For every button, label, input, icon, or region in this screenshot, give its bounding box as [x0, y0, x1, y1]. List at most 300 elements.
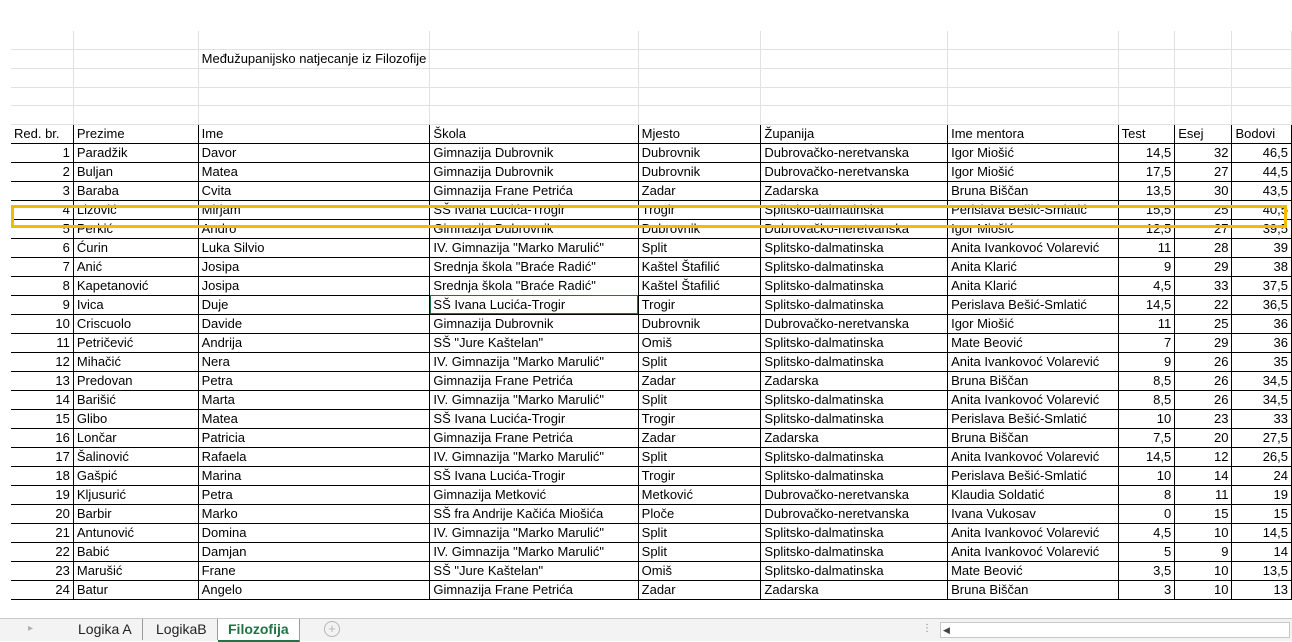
cell-škola[interactable]: SŠ "Jure Kaštelan" [430, 333, 638, 352]
cell-ime[interactable]: Marko [198, 504, 430, 523]
column-header[interactable]: Bodovi [1232, 124, 1292, 143]
empty-cell[interactable] [948, 50, 1119, 69]
cell-mjesto[interactable]: Split [638, 542, 761, 561]
cell-test[interactable]: 11 [1118, 238, 1175, 257]
empty-cell[interactable] [638, 50, 761, 69]
cell-ime-mentora[interactable]: Anita Ivankovoć Volarević [948, 238, 1119, 257]
empty-cell[interactable] [638, 87, 761, 106]
add-sheet-icon[interactable]: + [324, 621, 340, 637]
cell-mjesto[interactable]: Split [638, 238, 761, 257]
cell-test[interactable]: 7,5 [1118, 428, 1175, 447]
scroll-left-arrow-icon[interactable]: ◀ [943, 625, 950, 635]
cell-bodovi[interactable]: 46,5 [1232, 143, 1292, 162]
cell-esej[interactable]: 27 [1175, 219, 1232, 238]
cell-županija[interactable]: Splitsko-dalmatinska [761, 257, 948, 276]
empty-cell[interactable] [948, 31, 1119, 50]
cell-ime-mentora[interactable]: Bruna Biščan [948, 580, 1119, 599]
cell-red-br[interactable]: 18 [11, 466, 73, 485]
cell-test[interactable]: 0 [1118, 504, 1175, 523]
cell-mjesto[interactable]: Trogir [638, 200, 761, 219]
cell-bodovi[interactable]: 26,5 [1232, 447, 1292, 466]
empty-cell[interactable] [11, 69, 73, 88]
cell-škola[interactable]: SŠ Ivana Lucića-Trogir [430, 466, 638, 485]
cell-ime[interactable]: Rafaela [198, 447, 430, 466]
cell-županija[interactable]: Splitsko-dalmatinska [761, 447, 948, 466]
cell-škola[interactable]: SŠ fra Andrije Kačića Miošića [430, 504, 638, 523]
cell-ime-mentora[interactable]: Anita Ivankovoć Volarević [948, 542, 1119, 561]
cell-bodovi[interactable]: 24 [1232, 466, 1292, 485]
empty-cell[interactable] [198, 69, 430, 88]
cell-test[interactable]: 3 [1118, 580, 1175, 599]
cell-test[interactable]: 10 [1118, 409, 1175, 428]
empty-cell[interactable] [1118, 69, 1175, 88]
cell-ime-mentora[interactable]: Anita Ivankovoć Volarević [948, 390, 1119, 409]
cell-škola[interactable]: Gimnazija Dubrovnik [430, 314, 638, 333]
selected-cell[interactable]: SŠ Ivana Lucića-Trogir [430, 295, 638, 314]
cell-ime-mentora[interactable]: Igor Miošić [948, 314, 1119, 333]
empty-cell[interactable] [11, 106, 73, 125]
cell-prezime[interactable]: Šalinović [73, 447, 198, 466]
cell-red-br[interactable]: 9 [11, 295, 73, 314]
cell-prezime[interactable]: Antunović [73, 523, 198, 542]
empty-cell[interactable] [430, 87, 638, 106]
cell-prezime[interactable]: Kljusurić [73, 485, 198, 504]
cell-ime[interactable]: Andrija [198, 333, 430, 352]
cell-županija[interactable]: Zadarska [761, 371, 948, 390]
cell-mjesto[interactable]: Split [638, 352, 761, 371]
cell-ime[interactable]: Josipa [198, 276, 430, 295]
cell-test[interactable]: 9 [1118, 352, 1175, 371]
cell-bodovi[interactable]: 36,5 [1232, 295, 1292, 314]
empty-cell[interactable] [430, 31, 638, 50]
cell-red-br[interactable]: 17 [11, 447, 73, 466]
cell-ime-mentora[interactable]: Perislava Bešić-Smlatić [948, 466, 1119, 485]
cell-županija[interactable]: Splitsko-dalmatinska [761, 561, 948, 580]
cell-red-br[interactable]: 23 [11, 561, 73, 580]
cell-prezime[interactable]: Babić [73, 542, 198, 561]
cell-mjesto[interactable]: Trogir [638, 295, 761, 314]
cell-ime[interactable]: Andro [198, 219, 430, 238]
cell-bodovi[interactable]: 43,5 [1232, 181, 1292, 200]
cell-škola[interactable]: IV. Gimnazija "Marko Marulić" [430, 352, 638, 371]
cell-ime-mentora[interactable]: Anita Ivankovoć Volarević [948, 523, 1119, 542]
cell-esej[interactable]: 33 [1175, 276, 1232, 295]
cell-test[interactable]: 12,5 [1118, 219, 1175, 238]
cell-red-br[interactable]: 13 [11, 371, 73, 390]
cell-prezime[interactable]: Criscuolo [73, 314, 198, 333]
empty-cell[interactable] [948, 106, 1119, 125]
cell-škola[interactable]: SŠ Ivana Lucića-Trogir [430, 200, 638, 219]
empty-cell[interactable] [1118, 87, 1175, 106]
cell-bodovi[interactable]: 36 [1232, 333, 1292, 352]
cell-red-br[interactable]: 4 [11, 200, 73, 219]
cell-ime[interactable]: Cvita [198, 181, 430, 200]
cell-prezime[interactable]: Glibo [73, 409, 198, 428]
column-header[interactable]: Red. br. [11, 124, 73, 143]
cell-test[interactable]: 13,5 [1118, 181, 1175, 200]
cell-prezime[interactable]: Paradžik [73, 143, 198, 162]
cell-test[interactable]: 4,5 [1118, 276, 1175, 295]
tab-logika-a[interactable]: Logika A [68, 619, 143, 640]
cell-županija[interactable]: Splitsko-dalmatinska [761, 200, 948, 219]
cell-županija[interactable]: Splitsko-dalmatinska [761, 409, 948, 428]
cell-test[interactable]: 7 [1118, 333, 1175, 352]
cell-škola[interactable]: Gimnazija Dubrovnik [430, 162, 638, 181]
cell-test[interactable]: 8,5 [1118, 371, 1175, 390]
cell-ime-mentora[interactable]: Ivana Vukosav [948, 504, 1119, 523]
cell-esej[interactable]: 11 [1175, 485, 1232, 504]
empty-cell[interactable] [1175, 69, 1232, 88]
cell-test[interactable]: 8,5 [1118, 390, 1175, 409]
empty-cell[interactable] [73, 106, 198, 125]
cell-prezime[interactable]: Barišić [73, 390, 198, 409]
cell-županija[interactable]: Dubrovačko-neretvanska [761, 143, 948, 162]
cell-bodovi[interactable]: 34,5 [1232, 390, 1292, 409]
empty-cell[interactable] [1175, 87, 1232, 106]
cell-red-br[interactable]: 21 [11, 523, 73, 542]
cell-mjesto[interactable]: Zadar [638, 181, 761, 200]
cell-županija[interactable]: Splitsko-dalmatinska [761, 238, 948, 257]
empty-cell[interactable] [761, 31, 948, 50]
cell-škola[interactable]: IV. Gimnazija "Marko Marulić" [430, 542, 638, 561]
cell-prezime[interactable]: Petričević [73, 333, 198, 352]
cell-test[interactable]: 10 [1118, 466, 1175, 485]
cell-test[interactable]: 17,5 [1118, 162, 1175, 181]
scrollbar-grip-icon[interactable]: ⋮ [922, 623, 932, 634]
sheet-title[interactable]: Međužupanijsko natjecanje iz Filozofije [198, 50, 430, 69]
column-header[interactable]: Mjesto [638, 124, 761, 143]
cell-ime[interactable]: Davor [198, 143, 430, 162]
cell-esej[interactable]: 20 [1175, 428, 1232, 447]
cell-ime[interactable]: Matea [198, 162, 430, 181]
cell-bodovi[interactable]: 44,5 [1232, 162, 1292, 181]
cell-ime[interactable]: Mirjam [198, 200, 430, 219]
cell-ime[interactable]: Damjan [198, 542, 430, 561]
empty-cell[interactable] [430, 69, 638, 88]
empty-cell[interactable] [1232, 69, 1292, 88]
cell-županija[interactable]: Dubrovačko-neretvanska [761, 504, 948, 523]
cell-škola[interactable]: IV. Gimnazija "Marko Marulić" [430, 238, 638, 257]
cell-škola[interactable]: Gimnazija Dubrovnik [430, 143, 638, 162]
cell-test[interactable]: 4,5 [1118, 523, 1175, 542]
empty-cell[interactable] [638, 31, 761, 50]
cell-red-br[interactable]: 11 [11, 333, 73, 352]
cell-red-br[interactable]: 12 [11, 352, 73, 371]
column-header[interactable]: Ime mentora [948, 124, 1119, 143]
empty-cell[interactable] [73, 87, 198, 106]
cell-esej[interactable]: 14 [1175, 466, 1232, 485]
cell-prezime[interactable]: Gašpić [73, 466, 198, 485]
empty-cell[interactable] [638, 69, 761, 88]
cell-mjesto[interactable]: Dubrovnik [638, 143, 761, 162]
cell-mjesto[interactable]: Zadar [638, 428, 761, 447]
cell-esej[interactable]: 29 [1175, 333, 1232, 352]
cell-red-br[interactable]: 14 [11, 390, 73, 409]
cell-esej[interactable]: 27 [1175, 162, 1232, 181]
cell-prezime[interactable]: Buljan [73, 162, 198, 181]
cell-županija[interactable]: Dubrovačko-neretvanska [761, 485, 948, 504]
cell-bodovi[interactable]: 37,5 [1232, 276, 1292, 295]
empty-cell[interactable] [430, 50, 638, 69]
tab-logikab[interactable]: LogikaB [146, 619, 218, 640]
empty-cell[interactable] [11, 31, 73, 50]
cell-ime-mentora[interactable]: Anita Ivankovoć Volarević [948, 352, 1119, 371]
cell-red-br[interactable]: 22 [11, 542, 73, 561]
column-header[interactable]: Škola [430, 124, 638, 143]
cell-škola[interactable]: Srednja škola "Braće Radić" [430, 276, 638, 295]
empty-cell[interactable] [638, 106, 761, 125]
cell-bodovi[interactable]: 19 [1232, 485, 1292, 504]
cell-ime-mentora[interactable]: Bruna Biščan [948, 181, 1119, 200]
cell-škola[interactable]: SŠ Ivana Lucića-Trogir [430, 409, 638, 428]
cell-ime[interactable]: Patricia [198, 428, 430, 447]
cell-ime-mentora[interactable]: Mate Beović [948, 561, 1119, 580]
cell-red-br[interactable]: 1 [11, 143, 73, 162]
cell-bodovi[interactable]: 34,5 [1232, 371, 1292, 390]
cell-mjesto[interactable]: Zadar [638, 371, 761, 390]
cell-ime[interactable]: Marta [198, 390, 430, 409]
cell-esej[interactable]: 26 [1175, 371, 1232, 390]
cell-škola[interactable]: IV. Gimnazija "Marko Marulić" [430, 390, 638, 409]
cell-škola[interactable]: Gimnazija Frane Petrića [430, 181, 638, 200]
cell-esej[interactable]: 30 [1175, 181, 1232, 200]
cell-mjesto[interactable]: Omiš [638, 333, 761, 352]
cell-prezime[interactable]: Perkić [73, 219, 198, 238]
cell-red-br[interactable]: 16 [11, 428, 73, 447]
cell-ime[interactable]: Nera [198, 352, 430, 371]
cell-bodovi[interactable]: 14 [1232, 542, 1292, 561]
cell-test[interactable]: 14,5 [1118, 295, 1175, 314]
empty-cell[interactable] [1232, 106, 1292, 125]
cell-mjesto[interactable]: Split [638, 447, 761, 466]
cell-bodovi[interactable]: 40,5 [1232, 200, 1292, 219]
cell-prezime[interactable]: Lizović [73, 200, 198, 219]
cell-škola[interactable]: Srednja škola "Braće Radić" [430, 257, 638, 276]
cell-red-br[interactable]: 8 [11, 276, 73, 295]
cell-test[interactable]: 3,5 [1118, 561, 1175, 580]
cell-ime-mentora[interactable]: Igor Miošić [948, 143, 1119, 162]
cell-prezime[interactable]: Ćurin [73, 238, 198, 257]
cell-esej[interactable]: 29 [1175, 257, 1232, 276]
cell-test[interactable]: 14,5 [1118, 143, 1175, 162]
cell-esej[interactable]: 23 [1175, 409, 1232, 428]
cell-škola[interactable]: Gimnazija Frane Petrića [430, 371, 638, 390]
cell-mjesto[interactable]: Kaštel Štafilić [638, 276, 761, 295]
empty-cell[interactable] [948, 69, 1119, 88]
cell-test[interactable]: 15,5 [1118, 200, 1175, 219]
sheet-scroll-left-icon[interactable]: ▸ [28, 623, 34, 634]
cell-prezime[interactable]: Anić [73, 257, 198, 276]
cell-prezime[interactable]: Ivica [73, 295, 198, 314]
cell-ime[interactable]: Petra [198, 485, 430, 504]
cell-škola[interactable]: SŠ "Jure Kaštelan" [430, 561, 638, 580]
cell-esej[interactable]: 28 [1175, 238, 1232, 257]
empty-cell[interactable] [11, 50, 73, 69]
cell-ime[interactable]: Domina [198, 523, 430, 542]
cell-bodovi[interactable]: 13,5 [1232, 561, 1292, 580]
cell-županija[interactable]: Splitsko-dalmatinska [761, 542, 948, 561]
cell-ime[interactable]: Frane [198, 561, 430, 580]
cell-škola[interactable]: IV. Gimnazija "Marko Marulić" [430, 523, 638, 542]
cell-bodovi[interactable]: 15 [1232, 504, 1292, 523]
cell-bodovi[interactable]: 33 [1232, 409, 1292, 428]
empty-cell[interactable] [198, 31, 430, 50]
cell-županija[interactable]: Splitsko-dalmatinska [761, 390, 948, 409]
cell-prezime[interactable]: Lončar [73, 428, 198, 447]
empty-cell[interactable] [198, 87, 430, 106]
column-header[interactable]: Županija [761, 124, 948, 143]
cell-esej[interactable]: 15 [1175, 504, 1232, 523]
cell-mjesto[interactable]: Dubrovnik [638, 314, 761, 333]
empty-cell[interactable] [1118, 50, 1175, 69]
cell-red-br[interactable]: 15 [11, 409, 73, 428]
cell-esej[interactable]: 22 [1175, 295, 1232, 314]
empty-cell[interactable] [1232, 50, 1292, 69]
cell-esej[interactable]: 9 [1175, 542, 1232, 561]
cell-bodovi[interactable]: 27,5 [1232, 428, 1292, 447]
cell-esej[interactable]: 10 [1175, 561, 1232, 580]
cell-test[interactable]: 5 [1118, 542, 1175, 561]
cell-test[interactable]: 8 [1118, 485, 1175, 504]
cell-ime[interactable]: Marina [198, 466, 430, 485]
cell-ime-mentora[interactable]: Igor Miošić [948, 162, 1119, 181]
empty-cell[interactable] [11, 87, 73, 106]
cell-bodovi[interactable]: 39,5 [1232, 219, 1292, 238]
cell-ime-mentora[interactable]: Bruna Biščan [948, 428, 1119, 447]
cell-mjesto[interactable]: Zadar [638, 580, 761, 599]
empty-cell[interactable] [1175, 50, 1232, 69]
cell-mjesto[interactable]: Trogir [638, 409, 761, 428]
empty-cell[interactable] [1118, 31, 1175, 50]
cell-ime-mentora[interactable]: Klaudia Soldatić [948, 485, 1119, 504]
cell-red-br[interactable]: 24 [11, 580, 73, 599]
cell-škola[interactable]: Gimnazija Metković [430, 485, 638, 504]
cell-županija[interactable]: Dubrovačko-neretvanska [761, 314, 948, 333]
cell-ime-mentora[interactable]: Anita Klarić [948, 276, 1119, 295]
column-header[interactable]: Test [1118, 124, 1175, 143]
cell-bodovi[interactable]: 14,5 [1232, 523, 1292, 542]
cell-škola[interactable]: IV. Gimnazija "Marko Marulić" [430, 447, 638, 466]
column-header[interactable]: Esej [1175, 124, 1232, 143]
cell-ime-mentora[interactable]: Perislava Bešić-Smlatić [948, 409, 1119, 428]
empty-cell[interactable] [1232, 87, 1292, 106]
cell-esej[interactable]: 25 [1175, 314, 1232, 333]
cell-bodovi[interactable]: 39 [1232, 238, 1292, 257]
cell-županija[interactable]: Dubrovačko-neretvanska [761, 162, 948, 181]
cell-škola[interactable]: Gimnazija Dubrovnik [430, 219, 638, 238]
cell-ime[interactable]: Josipa [198, 257, 430, 276]
cell-esej[interactable]: 12 [1175, 447, 1232, 466]
cell-ime[interactable]: Angelo [198, 580, 430, 599]
empty-cell[interactable] [430, 106, 638, 125]
empty-cell[interactable] [761, 69, 948, 88]
cell-mjesto[interactable]: Metković [638, 485, 761, 504]
empty-cell[interactable] [73, 69, 198, 88]
empty-cell[interactable] [761, 87, 948, 106]
cell-prezime[interactable]: Marušić [73, 561, 198, 580]
cell-ime[interactable]: Davide [198, 314, 430, 333]
cell-esej[interactable]: 25 [1175, 200, 1232, 219]
empty-cell[interactable] [1118, 106, 1175, 125]
cell-ime[interactable]: Petra [198, 371, 430, 390]
column-header[interactable]: Prezime [73, 124, 198, 143]
cell-red-br[interactable]: 19 [11, 485, 73, 504]
cell-županija[interactable]: Splitsko-dalmatinska [761, 295, 948, 314]
cell-mjesto[interactable]: Dubrovnik [638, 162, 761, 181]
tab-filozofija[interactable]: Filozofija [218, 619, 300, 642]
cell-esej[interactable]: 26 [1175, 352, 1232, 371]
cell-mjesto[interactable]: Dubrovnik [638, 219, 761, 238]
cell-županija[interactable]: Zadarska [761, 181, 948, 200]
cell-red-br[interactable]: 20 [11, 504, 73, 523]
empty-cell[interactable] [73, 31, 198, 50]
cell-red-br[interactable]: 5 [11, 219, 73, 238]
cell-mjesto[interactable]: Split [638, 390, 761, 409]
cell-test[interactable]: 11 [1118, 314, 1175, 333]
cell-prezime[interactable]: Mihačić [73, 352, 198, 371]
cell-mjesto[interactable]: Kaštel Štafilić [638, 257, 761, 276]
cell-županija[interactable]: Splitsko-dalmatinska [761, 276, 948, 295]
cell-red-br[interactable]: 7 [11, 257, 73, 276]
cell-prezime[interactable]: Predovan [73, 371, 198, 390]
cell-mjesto[interactable]: Trogir [638, 466, 761, 485]
cell-ime-mentora[interactable]: Igor Miošić [948, 219, 1119, 238]
cell-prezime[interactable]: Baraba [73, 181, 198, 200]
cell-županija[interactable]: Zadarska [761, 428, 948, 447]
empty-cell[interactable] [761, 106, 948, 125]
empty-cell[interactable] [1175, 31, 1232, 50]
cell-bodovi[interactable]: 13 [1232, 580, 1292, 599]
cell-ime-mentora[interactable]: Anita Ivankovoć Volarević [948, 447, 1119, 466]
cell-škola[interactable]: Gimnazija Frane Petrića [430, 428, 638, 447]
cell-esej[interactable]: 10 [1175, 523, 1232, 542]
empty-cell[interactable] [948, 87, 1119, 106]
cell-test[interactable]: 9 [1118, 257, 1175, 276]
cell-ime-mentora[interactable]: Mate Beović [948, 333, 1119, 352]
cell-red-br[interactable]: 6 [11, 238, 73, 257]
cell-mjesto[interactable]: Omiš [638, 561, 761, 580]
cell-županija[interactable]: Splitsko-dalmatinska [761, 352, 948, 371]
cell-županija[interactable]: Zadarska [761, 580, 948, 599]
cell-županija[interactable]: Splitsko-dalmatinska [761, 333, 948, 352]
empty-cell[interactable] [1175, 106, 1232, 125]
cell-ime-mentora[interactable]: Anita Klarić [948, 257, 1119, 276]
cell-red-br[interactable]: 10 [11, 314, 73, 333]
cell-mjesto[interactable]: Ploče [638, 504, 761, 523]
empty-cell[interactable] [198, 106, 430, 125]
cell-škola[interactable]: Gimnazija Frane Petrića [430, 580, 638, 599]
empty-cell[interactable] [761, 50, 948, 69]
cell-red-br[interactable]: 2 [11, 162, 73, 181]
cell-prezime[interactable]: Kapetanović [73, 276, 198, 295]
cell-županija[interactable]: Splitsko-dalmatinska [761, 523, 948, 542]
cell-esej[interactable]: 32 [1175, 143, 1232, 162]
cell-test[interactable]: 14,5 [1118, 447, 1175, 466]
cell-bodovi[interactable]: 36 [1232, 314, 1292, 333]
cell-esej[interactable]: 26 [1175, 390, 1232, 409]
cell-bodovi[interactable]: 35 [1232, 352, 1292, 371]
empty-cell[interactable] [73, 50, 198, 69]
cell-ime-mentora[interactable]: Perislava Bešić-Smlatić [948, 295, 1119, 314]
cell-prezime[interactable]: Batur [73, 580, 198, 599]
horizontal-scrollbar[interactable] [940, 622, 1290, 638]
cell-prezime[interactable]: Barbir [73, 504, 198, 523]
cell-mjesto[interactable]: Split [638, 523, 761, 542]
cell-ime-mentora[interactable]: Bruna Biščan [948, 371, 1119, 390]
cell-ime[interactable]: Luka Silvio [198, 238, 430, 257]
cell-ime[interactable]: Duje [198, 295, 430, 314]
cell-ime-mentora[interactable]: Perislava Bešić-Smlatić [948, 200, 1119, 219]
